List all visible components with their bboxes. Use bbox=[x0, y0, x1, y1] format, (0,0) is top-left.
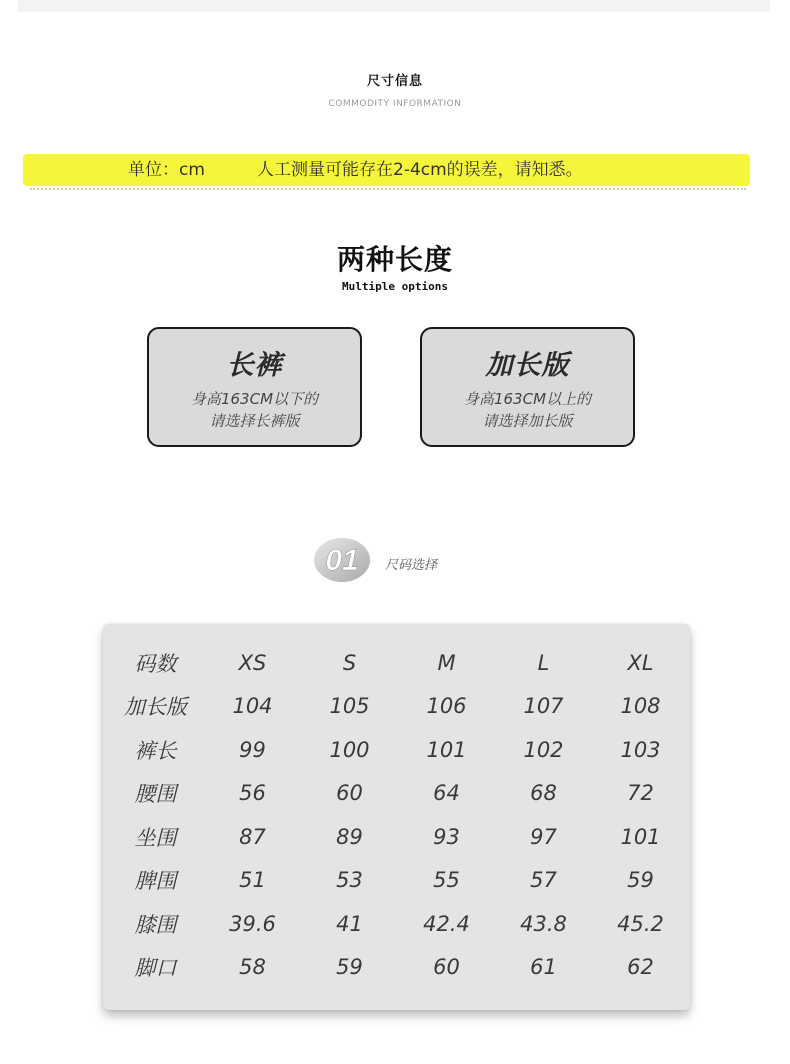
table-cell: 60 bbox=[336, 781, 363, 806]
option-desc-line: 身高163CM以上的 bbox=[463, 390, 592, 408]
table-row bbox=[107, 728, 689, 772]
table-cell: 62 bbox=[627, 955, 654, 980]
table-header-cell: M bbox=[437, 650, 456, 675]
table-cell: 59 bbox=[627, 868, 654, 893]
table-row bbox=[107, 859, 689, 903]
table-row bbox=[107, 815, 689, 859]
table-row bbox=[107, 685, 689, 729]
row-label-cell: 脾围 bbox=[134, 869, 177, 894]
table-cell: 61 bbox=[530, 955, 557, 980]
option-description bbox=[149, 388, 360, 432]
table-cell: 39.6 bbox=[229, 911, 276, 936]
section-label: 尺码选择 bbox=[385, 558, 438, 573]
table-cell: 102 bbox=[523, 737, 564, 762]
section-number: 01 bbox=[325, 544, 359, 577]
table-cell: 64 bbox=[433, 781, 460, 806]
lengths-subtitle: Multiple options bbox=[342, 280, 448, 293]
option-name: 长裤 bbox=[226, 350, 283, 381]
size-table-card bbox=[103, 624, 690, 1010]
row-label-cell: 裤长 bbox=[134, 738, 177, 763]
measurement-notice-banner bbox=[23, 154, 750, 186]
table-cell: 60 bbox=[433, 955, 460, 980]
option-card-regular bbox=[147, 327, 362, 447]
table-cell: 106 bbox=[426, 694, 467, 719]
table-cell: 108 bbox=[620, 694, 661, 719]
option-desc-line: 请选择长裤版 bbox=[209, 412, 300, 430]
table-cell: 89 bbox=[336, 824, 363, 849]
table-cell: 51 bbox=[239, 868, 266, 893]
dotted-divider bbox=[30, 188, 746, 190]
table-cell: 105 bbox=[329, 694, 370, 719]
title-english: COMMODITY INFORMATION bbox=[328, 99, 462, 109]
lengths-heading bbox=[0, 238, 790, 293]
table-cell: 42.4 bbox=[423, 911, 470, 936]
table-row bbox=[107, 772, 689, 816]
table-cell: 55 bbox=[433, 868, 460, 893]
table-cell: 43.8 bbox=[520, 911, 567, 936]
title-chinese: 尺寸信息 bbox=[366, 74, 423, 89]
lengths-title: 两种长度 bbox=[336, 243, 453, 276]
table-cell: 53 bbox=[336, 868, 363, 893]
table-cell: 100 bbox=[329, 737, 370, 762]
top-divider-strip bbox=[18, 0, 770, 12]
table-header-cell: L bbox=[537, 650, 550, 675]
option-description bbox=[422, 388, 633, 432]
table-header-row bbox=[107, 641, 689, 685]
table-cell: 58 bbox=[239, 955, 266, 980]
unit-text: 单位：cm bbox=[128, 160, 205, 180]
table-cell: 103 bbox=[620, 737, 661, 762]
table-cell: 99 bbox=[239, 737, 266, 762]
table-cell: 59 bbox=[336, 955, 363, 980]
section-number-badge bbox=[308, 528, 378, 590]
row-label-cell: 坐围 bbox=[134, 825, 177, 850]
table-cell: 107 bbox=[523, 694, 564, 719]
option-desc-line: 身高163CM以下的 bbox=[190, 390, 319, 408]
row-label-cell: 加长版 bbox=[124, 695, 187, 720]
row-label-cell: 腰围 bbox=[134, 782, 177, 807]
size-section-header bbox=[308, 528, 508, 590]
table-cell: 72 bbox=[627, 781, 654, 806]
row-label-cell: 膝围 bbox=[134, 912, 177, 937]
table-header-cell: 码数 bbox=[134, 651, 177, 676]
table-cell: 68 bbox=[530, 781, 557, 806]
row-label-cell: 脚口 bbox=[134, 956, 177, 981]
table-cell: 101 bbox=[426, 737, 467, 762]
table-row bbox=[107, 902, 689, 946]
table-cell: 87 bbox=[239, 824, 266, 849]
table-header-cell: S bbox=[342, 650, 357, 675]
table-row bbox=[107, 946, 689, 990]
option-card-extended bbox=[420, 327, 635, 447]
option-name: 加长版 bbox=[485, 350, 570, 381]
table-cell: 101 bbox=[620, 824, 661, 849]
table-cell: 57 bbox=[530, 868, 557, 893]
table-cell: 56 bbox=[239, 781, 266, 806]
option-desc-line: 请选择加长版 bbox=[482, 412, 573, 430]
table-header-cell: XS bbox=[238, 650, 267, 675]
table-cell: 41 bbox=[336, 911, 363, 936]
size-table bbox=[107, 641, 689, 989]
table-cell: 97 bbox=[530, 824, 557, 849]
section-title bbox=[0, 70, 790, 109]
table-cell: 45.2 bbox=[617, 911, 664, 936]
table-header-cell: XL bbox=[627, 650, 654, 675]
table-cell: 93 bbox=[433, 824, 460, 849]
error-note-text: 人工测量可能存在2-4cm的误差，请知悉。 bbox=[257, 160, 583, 180]
table-cell: 104 bbox=[232, 694, 273, 719]
